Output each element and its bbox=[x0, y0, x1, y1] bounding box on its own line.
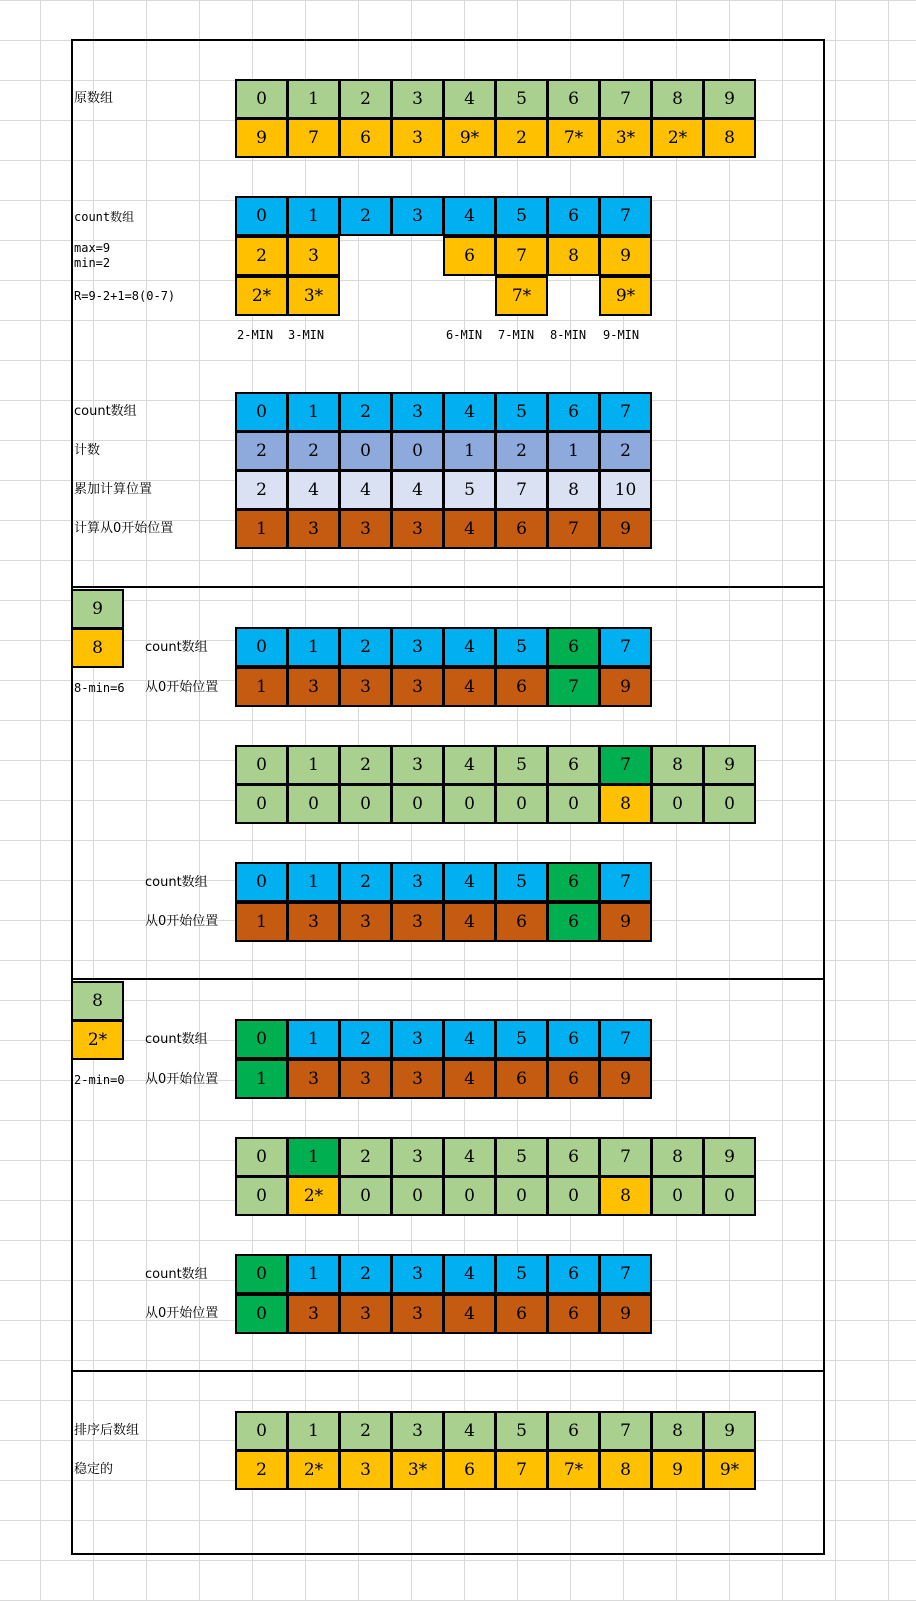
count-index-row-1-cell: 1 bbox=[287, 196, 340, 236]
step2-calc-label: 2-min=0 bbox=[74, 1073, 125, 1087]
step2-count-index-row-after-cell: 6 bbox=[547, 1254, 600, 1294]
sorted-value-row-cell: 2 bbox=[235, 1450, 288, 1490]
count-index-row-1-cell: 0 bbox=[235, 196, 288, 236]
mapped-values-row-2-cell: 9* bbox=[599, 276, 652, 316]
step1-output-value-row-cell: 0 bbox=[443, 784, 496, 824]
step2-count-index-row-after-cell: 2 bbox=[339, 1254, 392, 1294]
step1-count-index-row-after-cell: 7 bbox=[599, 862, 652, 902]
step1-count-index-row-cell: 4 bbox=[443, 627, 496, 667]
step1-position-row-cell: 3 bbox=[339, 667, 392, 707]
sorted-value-row-cell: 7* bbox=[547, 1450, 600, 1490]
step2-output-index-row-cell: 1 bbox=[287, 1137, 340, 1177]
step2-output-index-row-cell: 5 bbox=[495, 1137, 548, 1177]
original-value-row-cell: 7* bbox=[547, 118, 600, 158]
minus-label-9: 9-MIN bbox=[603, 328, 640, 342]
step1-position-row-after-cell: 3 bbox=[339, 902, 392, 942]
count-index-row-2-cell: 5 bbox=[495, 392, 548, 432]
step1-position-row-after-cell: 9 bbox=[599, 902, 652, 942]
cumulative-row-cell: 5 bbox=[443, 470, 496, 510]
step2-output-index-row-cell: 8 bbox=[651, 1137, 704, 1177]
step1b-position-label: 从0开始位置 bbox=[145, 914, 219, 929]
step2-position-row-cell: 1 bbox=[235, 1059, 288, 1099]
step2-count-index-row-cell: 0 bbox=[235, 1019, 288, 1059]
original-value-row-cell: 7 bbox=[287, 118, 340, 158]
count-row-cell: 0 bbox=[339, 431, 392, 471]
mapped-values-row-1-cell: 7 bbox=[495, 236, 548, 276]
original-value-row-cell: 8 bbox=[703, 118, 756, 158]
step2-position-label: 从0开始位置 bbox=[145, 1072, 219, 1087]
sorted-index-row-cell: 6 bbox=[547, 1411, 600, 1451]
step2-count-index-row-after-cell: 4 bbox=[443, 1254, 496, 1294]
step1-count-index-row-cell: 2 bbox=[339, 627, 392, 667]
original-array-label: 原数组 bbox=[74, 91, 114, 106]
step1-position-row-cell: 1 bbox=[235, 667, 288, 707]
original-value-row-cell: 9* bbox=[443, 118, 496, 158]
zero-based-position-row-cell: 4 bbox=[443, 509, 496, 549]
step1-count-index-row-after-cell: 2 bbox=[339, 862, 392, 902]
minus-label-8: 8-MIN bbox=[550, 328, 587, 342]
original-index-row-cell: 7 bbox=[599, 79, 652, 119]
sorted-value-row-cell: 8 bbox=[599, 1450, 652, 1490]
mapped-values-row-2-cell: 2* bbox=[235, 276, 288, 316]
section-divider-3 bbox=[71, 1370, 825, 1372]
mapped-values-row-1-cell: 9 bbox=[599, 236, 652, 276]
step2-position-row-after-cell: 4 bbox=[443, 1294, 496, 1334]
step1-position-row-cell: 4 bbox=[443, 667, 496, 707]
sorted-index-row-cell: 1 bbox=[287, 1411, 340, 1451]
step1-position-row-cell: 3 bbox=[287, 667, 340, 707]
step2-count-index-row-cell: 3 bbox=[391, 1019, 444, 1059]
step1-position-row-after-cell: 1 bbox=[235, 902, 288, 942]
original-index-row-cell: 6 bbox=[547, 79, 600, 119]
step1-position-row-after-cell: 6 bbox=[495, 902, 548, 942]
count-index-row-2-cell: 4 bbox=[443, 392, 496, 432]
minus-label-2: 2-MIN bbox=[237, 328, 274, 342]
step1-output-index-row-cell: 0 bbox=[235, 745, 288, 785]
step1-output-index-row-cell: 4 bbox=[443, 745, 496, 785]
sorted-value-row-cell: 6 bbox=[443, 1450, 496, 1490]
step1-count-index-row-cell: 0 bbox=[235, 627, 288, 667]
step1-output-value-row-cell: 0 bbox=[651, 784, 704, 824]
count-row-cell: 2 bbox=[599, 431, 652, 471]
step1-position-label: 从0开始位置 bbox=[145, 680, 219, 695]
step1-count-index-row-cell: 6 bbox=[547, 627, 600, 667]
sorted-value-row-cell: 9 bbox=[651, 1450, 704, 1490]
step1-position-row-after-cell: 3 bbox=[391, 902, 444, 942]
step2-position-row-cell: 3 bbox=[287, 1059, 340, 1099]
count-index-row-2-cell: 6 bbox=[547, 392, 600, 432]
step1-position-row-cell: 7 bbox=[547, 667, 600, 707]
step1-position-row-cell: 3 bbox=[391, 667, 444, 707]
mapped-values-row-1-cell: 2 bbox=[235, 236, 288, 276]
step1-output-value-row-cell: 0 bbox=[703, 784, 756, 824]
step2-count-index-row-cell: 6 bbox=[547, 1019, 600, 1059]
zero-based-position-row-cell: 7 bbox=[547, 509, 600, 549]
step2-output-value-row-cell: 0 bbox=[495, 1176, 548, 1216]
sorted-array-label: 排序后数组 bbox=[74, 1423, 140, 1438]
step2-count-index-row-cell: 4 bbox=[443, 1019, 496, 1059]
original-index-row-cell: 1 bbox=[287, 79, 340, 119]
step2-count-index-row-after-cell: 1 bbox=[287, 1254, 340, 1294]
step2-output-value-row-cell: 0 bbox=[651, 1176, 704, 1216]
step2-output-value-row-cell: 0 bbox=[547, 1176, 600, 1216]
original-value-row-cell: 2* bbox=[651, 118, 704, 158]
mapped-values-row-1-cell: 8 bbox=[547, 236, 600, 276]
step1-count-index-row-after-cell: 3 bbox=[391, 862, 444, 902]
sorted-index-row-cell: 5 bbox=[495, 1411, 548, 1451]
cumulative-row-cell: 7 bbox=[495, 470, 548, 510]
step1-position-row-after-cell: 6 bbox=[547, 902, 600, 942]
step2-count-index-row-after-cell: 3 bbox=[391, 1254, 444, 1294]
original-index-row-cell: 5 bbox=[495, 79, 548, 119]
zero-based-position-row-cell: 3 bbox=[287, 509, 340, 549]
cumulative-row-cell: 4 bbox=[339, 470, 392, 510]
original-index-row-cell: 0 bbox=[235, 79, 288, 119]
count-index-row-2-cell: 7 bbox=[599, 392, 652, 432]
step2-position-row-cell: 6 bbox=[547, 1059, 600, 1099]
minus-label-3: 3-MIN bbox=[288, 328, 325, 342]
step2-current-value-cell: 2* bbox=[71, 1020, 124, 1060]
count-row-cell: 2 bbox=[495, 431, 548, 471]
count-index-row-1-cell: 6 bbox=[547, 196, 600, 236]
step1-position-row-after-cell: 4 bbox=[443, 902, 496, 942]
step2-position-row-cell: 6 bbox=[495, 1059, 548, 1099]
step2-position-row-after-cell: 3 bbox=[287, 1294, 340, 1334]
step1-calc-label: 8-min=6 bbox=[74, 681, 125, 695]
count-row-cell: 2 bbox=[287, 431, 340, 471]
step2-output-index-row-cell: 9 bbox=[703, 1137, 756, 1177]
step2-output-value-row-cell: 0 bbox=[703, 1176, 756, 1216]
count-index-row-1-cell: 7 bbox=[599, 196, 652, 236]
step2-position-row-after-cell: 3 bbox=[391, 1294, 444, 1334]
count-index-row-1-cell: 3 bbox=[391, 196, 444, 236]
sorted-value-row-cell: 3 bbox=[339, 1450, 392, 1490]
step2-count-index-row-cell: 1 bbox=[287, 1019, 340, 1059]
step1-output-index-row-cell: 8 bbox=[651, 745, 704, 785]
step1-position-row-cell: 9 bbox=[599, 667, 652, 707]
step2-output-index-row-cell: 0 bbox=[235, 1137, 288, 1177]
step2-output-index-row-cell: 2 bbox=[339, 1137, 392, 1177]
sorted-index-row-cell: 0 bbox=[235, 1411, 288, 1451]
count-index-row-1-cell: 5 bbox=[495, 196, 548, 236]
count-index-row-2-cell: 2 bbox=[339, 392, 392, 432]
count-index-row-2-cell: 3 bbox=[391, 392, 444, 432]
step1-count-index-row-after-cell: 5 bbox=[495, 862, 548, 902]
cumulative-row-cell: 4 bbox=[287, 470, 340, 510]
step2-count-index-row-after-cell: 5 bbox=[495, 1254, 548, 1294]
step1-output-value-row-cell: 8 bbox=[599, 784, 652, 824]
step1-count-index-row-after-cell: 0 bbox=[235, 862, 288, 902]
step1-output-index-row-cell: 9 bbox=[703, 745, 756, 785]
step2-count-index-row-cell: 2 bbox=[339, 1019, 392, 1059]
step1-current-index-cell: 9 bbox=[71, 589, 124, 629]
step2-position-row-cell: 4 bbox=[443, 1059, 496, 1099]
sorted-value-row-cell: 7 bbox=[495, 1450, 548, 1490]
step1-output-index-row-cell: 1 bbox=[287, 745, 340, 785]
sorted-value-row-cell: 3* bbox=[391, 1450, 444, 1490]
count-array-label-1: count数组 bbox=[74, 210, 135, 224]
step1-count-index-row-cell: 5 bbox=[495, 627, 548, 667]
cumulative-row-cell: 8 bbox=[547, 470, 600, 510]
count-index-row-1-cell: 4 bbox=[443, 196, 496, 236]
zero-based-position-row-cell: 3 bbox=[339, 509, 392, 549]
step2b-count-label: count数组 bbox=[145, 1267, 208, 1282]
original-index-row-cell: 8 bbox=[651, 79, 704, 119]
step2-output-value-row-cell: 2* bbox=[287, 1176, 340, 1216]
max-min-label: max=9 min=2 bbox=[74, 241, 111, 270]
step1-position-row-cell: 6 bbox=[495, 667, 548, 707]
step1-output-index-row-cell: 2 bbox=[339, 745, 392, 785]
count-row-cell: 2 bbox=[235, 431, 288, 471]
step1-output-value-row-cell: 0 bbox=[287, 784, 340, 824]
step2-output-value-row-cell: 8 bbox=[599, 1176, 652, 1216]
step1-output-index-row-cell: 5 bbox=[495, 745, 548, 785]
step2-count-index-row-after-cell: 0 bbox=[235, 1254, 288, 1294]
step2-output-value-row-cell: 0 bbox=[443, 1176, 496, 1216]
step2-position-row-after-cell: 6 bbox=[547, 1294, 600, 1334]
step2-position-row-cell: 9 bbox=[599, 1059, 652, 1099]
mapped-values-row-2-cell: 3* bbox=[287, 276, 340, 316]
stable-label: 稳定的 bbox=[74, 1462, 114, 1477]
count-row-cell: 0 bbox=[391, 431, 444, 471]
step1-count-index-row-cell: 3 bbox=[391, 627, 444, 667]
sorted-value-row-cell: 2* bbox=[287, 1450, 340, 1490]
step2-count-label: count数组 bbox=[145, 1032, 208, 1047]
minus-label-7: 7-MIN bbox=[498, 328, 535, 342]
mapped-values-row-1-cell: 6 bbox=[443, 236, 496, 276]
step2-position-row-after-cell: 6 bbox=[495, 1294, 548, 1334]
cumulative-row-cell: 2 bbox=[235, 470, 288, 510]
count-index-row-1-cell: 2 bbox=[339, 196, 392, 236]
step2-position-row-cell: 3 bbox=[391, 1059, 444, 1099]
original-index-row-cell: 9 bbox=[703, 79, 756, 119]
cumulative-row-cell: 4 bbox=[391, 470, 444, 510]
step2-output-index-row-cell: 3 bbox=[391, 1137, 444, 1177]
zero-based-position-row-cell: 6 bbox=[495, 509, 548, 549]
count-array-label-2: count数组 bbox=[74, 404, 137, 419]
zero-based-position-row-cell: 9 bbox=[599, 509, 652, 549]
original-index-row-cell: 4 bbox=[443, 79, 496, 119]
cumulative-row-cell: 10 bbox=[599, 470, 652, 510]
original-value-row-cell: 3 bbox=[391, 118, 444, 158]
mapped-values-row-2-cell: 7* bbox=[495, 276, 548, 316]
step1-output-value-row-cell: 0 bbox=[495, 784, 548, 824]
range-label: R=9-2+1=8(0-7) bbox=[74, 289, 176, 303]
step1-count-index-row-after-cell: 1 bbox=[287, 862, 340, 902]
sorted-index-row-cell: 3 bbox=[391, 1411, 444, 1451]
count-row-cell: 1 bbox=[443, 431, 496, 471]
step2-position-row-after-cell: 3 bbox=[339, 1294, 392, 1334]
step1-count-label: count数组 bbox=[145, 640, 208, 655]
count-index-row-2-cell: 0 bbox=[235, 392, 288, 432]
step1-output-index-row-cell: 7 bbox=[599, 745, 652, 785]
original-value-row-cell: 3* bbox=[599, 118, 652, 158]
step1-count-index-row-cell: 1 bbox=[287, 627, 340, 667]
step1-count-index-row-after-cell: 6 bbox=[547, 862, 600, 902]
step1-output-value-row-cell: 0 bbox=[391, 784, 444, 824]
minus-label-6: 6-MIN bbox=[446, 328, 483, 342]
step1-count-index-row-after-cell: 4 bbox=[443, 862, 496, 902]
step2-output-index-row-cell: 7 bbox=[599, 1137, 652, 1177]
step2-position-row-cell: 3 bbox=[339, 1059, 392, 1099]
original-index-row-cell: 3 bbox=[391, 79, 444, 119]
original-value-row-cell: 9 bbox=[235, 118, 288, 158]
sorted-index-row-cell: 4 bbox=[443, 1411, 496, 1451]
zero-based-row-label: 计算从0开始位置 bbox=[74, 521, 174, 536]
sorted-index-row-cell: 9 bbox=[703, 1411, 756, 1451]
step1-output-value-row-cell: 0 bbox=[235, 784, 288, 824]
step2-count-index-row-cell: 5 bbox=[495, 1019, 548, 1059]
step1-output-value-row-cell: 0 bbox=[547, 784, 600, 824]
step2-output-value-row-cell: 0 bbox=[235, 1176, 288, 1216]
step2-output-value-row-cell: 0 bbox=[391, 1176, 444, 1216]
step2b-position-label: 从0开始位置 bbox=[145, 1306, 219, 1321]
step1b-count-label: count数组 bbox=[145, 875, 208, 890]
zero-based-position-row-cell: 3 bbox=[391, 509, 444, 549]
count-row-label: 计数 bbox=[74, 443, 101, 458]
original-value-row-cell: 6 bbox=[339, 118, 392, 158]
sorted-index-row-cell: 8 bbox=[651, 1411, 704, 1451]
step1-output-value-row-cell: 0 bbox=[339, 784, 392, 824]
step1-current-value-cell: 8 bbox=[71, 628, 124, 668]
step2-output-value-row-cell: 0 bbox=[339, 1176, 392, 1216]
step2-count-index-row-after-cell: 7 bbox=[599, 1254, 652, 1294]
original-index-row-cell: 2 bbox=[339, 79, 392, 119]
step2-position-row-after-cell: 9 bbox=[599, 1294, 652, 1334]
count-row-cell: 1 bbox=[547, 431, 600, 471]
step2-count-index-row-cell: 7 bbox=[599, 1019, 652, 1059]
step2-output-index-row-cell: 6 bbox=[547, 1137, 600, 1177]
zero-based-position-row-cell: 1 bbox=[235, 509, 288, 549]
original-value-row-cell: 2 bbox=[495, 118, 548, 158]
step1-output-index-row-cell: 3 bbox=[391, 745, 444, 785]
step1-position-row-after-cell: 3 bbox=[287, 902, 340, 942]
section-divider-1 bbox=[71, 586, 825, 588]
mapped-values-row-1-cell: 3 bbox=[287, 236, 340, 276]
step2-output-index-row-cell: 4 bbox=[443, 1137, 496, 1177]
sorted-value-row-cell: 9* bbox=[703, 1450, 756, 1490]
cumulative-row-label: 累加计算位置 bbox=[74, 482, 153, 497]
count-index-row-2-cell: 1 bbox=[287, 392, 340, 432]
step2-position-row-after-cell: 0 bbox=[235, 1294, 288, 1334]
sorted-index-row-cell: 2 bbox=[339, 1411, 392, 1451]
step2-current-index-cell: 8 bbox=[71, 981, 124, 1021]
step1-output-index-row-cell: 6 bbox=[547, 745, 600, 785]
step1-count-index-row-cell: 7 bbox=[599, 627, 652, 667]
sorted-index-row-cell: 7 bbox=[599, 1411, 652, 1451]
section-divider-2 bbox=[71, 978, 825, 980]
